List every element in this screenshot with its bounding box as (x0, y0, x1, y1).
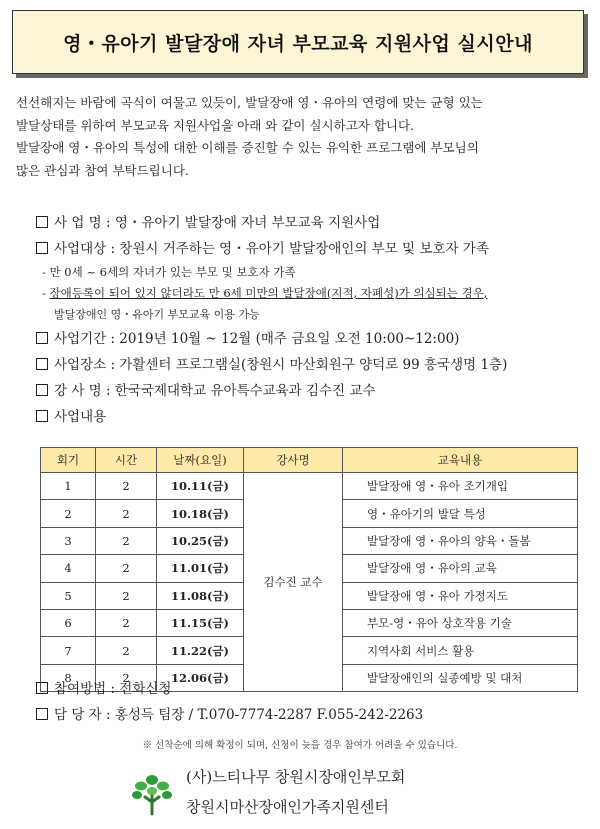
session-topic: 발달장애 영・유아의 교육 (343, 555, 578, 582)
checkbox-square-icon (36, 682, 48, 694)
session-lecturer: 김수진 교수 (244, 473, 343, 692)
session-hours: 2 (96, 527, 157, 554)
tree-logo-icon (130, 770, 174, 818)
session-number: 1 (41, 473, 96, 500)
session-topic: 발달장애인의 실종예방 및 대처 (343, 664, 578, 691)
session-hours: 2 (96, 473, 157, 500)
table-header: 교육내용 (343, 448, 578, 473)
session-date: 12.06(금) (157, 664, 244, 691)
session-date: 10.25(금) (157, 527, 244, 554)
table-header: 시간 (96, 448, 157, 473)
session-topic: 부모-영・유아 상호작용 기술 (343, 609, 578, 636)
detail-period: 사업기간 : 2019년 10월 ~ 12월 (매주 금요일 오전 10:00~12:00) (36, 326, 596, 352)
intro-line: 선선해지는 바람에 곡식이 여물고 있듯이, 발달장애 영・유아의 연령에 맞는 균형 있는 (16, 95, 483, 110)
intro-line: 발달장애 영・유아의 특성에 대한 이해를 증진할 수 있는 유익한 프로그램에 부모님의 (16, 140, 479, 155)
contact-details (36, 676, 596, 728)
session-date: 11.08(금) (157, 582, 244, 609)
org-name-primary: (사)느티나무 창원시장애인부모회 (186, 768, 406, 786)
session-hours: 2 (96, 582, 157, 609)
checkbox-square-icon (36, 332, 48, 344)
session-hours: 2 (96, 500, 157, 527)
session-topic: 발달장애 영・유아 가정지도 (343, 582, 578, 609)
intro-line: 발달상태를 위하여 부모교육 지원사업을 아래 와 같이 실시하고자 합니다. (16, 117, 415, 133)
detail-target-sub: - 만 0세 ~ 6세의 자녀가 있는 부모 및 보호자 가족 (42, 265, 296, 279)
title-banner (12, 10, 584, 74)
session-number: 3 (41, 527, 96, 554)
checkbox-square-icon (36, 410, 48, 422)
session-number: 2 (41, 500, 96, 527)
detail-lecturer: 강 사 명 : 한국국제대학교 유아특수교육과 김수진 교수 (36, 378, 596, 404)
session-topic: 지역사회 서비스 활용 (343, 637, 578, 664)
intro-line: 많은 관심과 참여 부탁드립니다. (16, 162, 189, 178)
page-title: 영・유아기 발달장애 자녀 부모교육 지원사업 실시안내 (63, 32, 533, 55)
detail-method: 참여방법 : 전화신청 (36, 676, 596, 702)
detail-target-sub: 발달장애인 영・유아기 부모교육 이용 가능 (54, 308, 260, 321)
session-hours: 2 (96, 637, 157, 664)
checkbox-square-icon (36, 384, 48, 396)
checkbox-square-icon (36, 358, 48, 370)
footnote: ※ 선착순에 의해 확정이 되며, 신청이 늦을 경우 참여가 어려울 수 있습니다. (142, 740, 458, 751)
checkbox-square-icon (36, 242, 48, 254)
table-header: 강사명 (244, 448, 343, 473)
table-header: 날짜(요일) (157, 448, 244, 473)
session-date: 10.11(금) (157, 473, 244, 500)
session-number: 8 (41, 664, 96, 691)
session-date: 11.22(금) (157, 637, 244, 664)
schedule-table (40, 447, 578, 692)
session-number: 7 (41, 637, 96, 664)
detail-place: 사업장소 : 가활센터 프로그램실(창원시 마산회원구 양덕로 99 흥국생명 1층) (36, 352, 596, 378)
table-header: 회기 (41, 448, 96, 473)
session-number: 6 (41, 609, 96, 636)
org-name-secondary: 창원시마산장애인가족지원센터 (186, 798, 389, 816)
table-header-row (41, 448, 578, 473)
session-hours: 2 (96, 664, 157, 691)
session-number: 5 (41, 582, 96, 609)
checkbox-square-icon (36, 708, 48, 720)
checkbox-square-icon (36, 216, 48, 228)
program-details (36, 210, 596, 430)
session-number: 4 (41, 555, 96, 582)
session-date: 10.18(금) (157, 500, 244, 527)
table-row (41, 473, 578, 500)
intro-paragraph (16, 92, 588, 182)
detail-contact: 담 당 자 : 홍성득 팀장 / T.070-7774-2287 F.055-242-2263 (36, 702, 596, 728)
detail-target: 사업대상 : 창원시 거주하는 영・유아기 발달장애인의 부모 및 보호자 가족 (36, 236, 596, 262)
detail-target-sub: - 장애등록이 되어 있지 않더라도 만 6세 미만의 발달장애(지적, 자폐성)가 의심되는 경우, (42, 286, 488, 300)
session-hours: 2 (96, 609, 157, 636)
session-date: 11.15(금) (157, 609, 244, 636)
session-topic: 발달장애 영・유아 조기개입 (343, 473, 578, 500)
session-topic: 영・유아기의 발달 특성 (343, 500, 578, 527)
session-date: 11.01(금) (157, 555, 244, 582)
session-topic: 발달장애 영・유아의 양육・돌봄 (343, 527, 578, 554)
session-hours: 2 (96, 555, 157, 582)
detail-name: 사 업 명 : 영・유아기 발달장애 자녀 부모교육 지원사업 (36, 210, 596, 236)
detail-content: 사업내용 (36, 404, 596, 430)
